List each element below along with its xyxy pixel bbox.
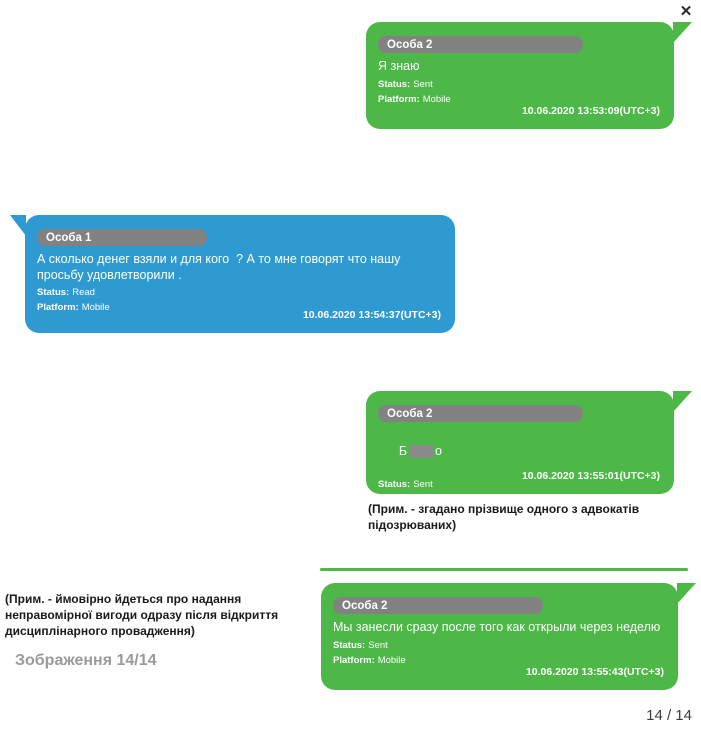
close-icon[interactable]: ✕ [676,2,696,22]
bubble-tail [673,391,692,412]
message-bubble-outgoing-2 [366,391,674,505]
status-label: Status: [378,478,411,490]
message-bubble-incoming-1 [25,215,455,333]
sender-name: Особа 2 [387,407,433,420]
bubble-tail [10,215,26,236]
platform-label: Platform: [37,302,79,314]
message-timestamp: 10.06.2020 13:54:37(UTC+3) [302,309,441,321]
status-value: Sent [413,78,433,90]
platform-value: Mobile [422,493,451,505]
status-value: Sent [368,639,388,651]
message-timestamp: 10.06.2020 13:55:01(UTC+3) [521,470,660,482]
status-label: Status: [37,287,70,299]
message-text-suffix: о [435,443,442,458]
status-line [37,287,455,298]
status-value: Sent [413,478,433,490]
platform-label: Platform: [333,654,375,666]
sender-redaction-bar [378,36,583,53]
sender-name: Особа 1 [46,231,92,244]
platform-value: Mobile [81,302,110,314]
text-redaction-box [409,445,433,458]
platform-label: Platform: [378,493,420,505]
message-text: Мы занесли сразу после того как открыли через неделю [333,620,661,634]
sender-name: Особа 2 [342,599,388,612]
sender-name: Особа 2 [387,38,433,51]
message-text-prefix: Б [398,443,408,458]
platform-label: Platform: [378,93,420,105]
cropped-bubble-edge [320,568,688,571]
image-caption: Зображення 14/14 [15,652,157,669]
status-value: Read [72,287,95,299]
page-indicator: 14 / 14 [646,707,692,724]
sender-redaction-bar [333,597,543,614]
message-bubble-outgoing-3 [321,583,678,690]
message-timestamp: 10.06.2020 13:55:43(UTC+3) [525,666,664,678]
platform-line [333,655,678,666]
message-text [378,428,660,475]
platform-line [378,94,674,105]
message-text: А сколько денег взяли и для кого ? А то мне говорят что нашу просьбу удовлетворили . [37,252,404,282]
annotation-note-right: (Прим. - згадано прізвище одного з адвокатів підозрюваних) [368,502,640,533]
message-text: Я знаю [378,59,420,73]
sender-redaction-bar [37,229,207,246]
bubble-tail [677,583,696,604]
platform-value: Mobile [422,93,451,105]
annotation-note-left: (Прим. - ймовірно йдеться про надання неправомірної вигоди одразу після відкриття дисциплінарного провадження) [5,592,279,639]
message-bubble-outgoing-1 [366,22,674,129]
message-timestamp: 10.06.2020 13:53:09(UTC+3) [521,105,660,117]
sender-redaction-bar [378,405,583,422]
status-label: Status: [378,78,411,90]
platform-value: Mobile [377,654,406,666]
status-line [333,640,678,651]
status-line [378,79,674,90]
bubble-tail [673,22,692,43]
status-label: Status: [333,639,366,651]
